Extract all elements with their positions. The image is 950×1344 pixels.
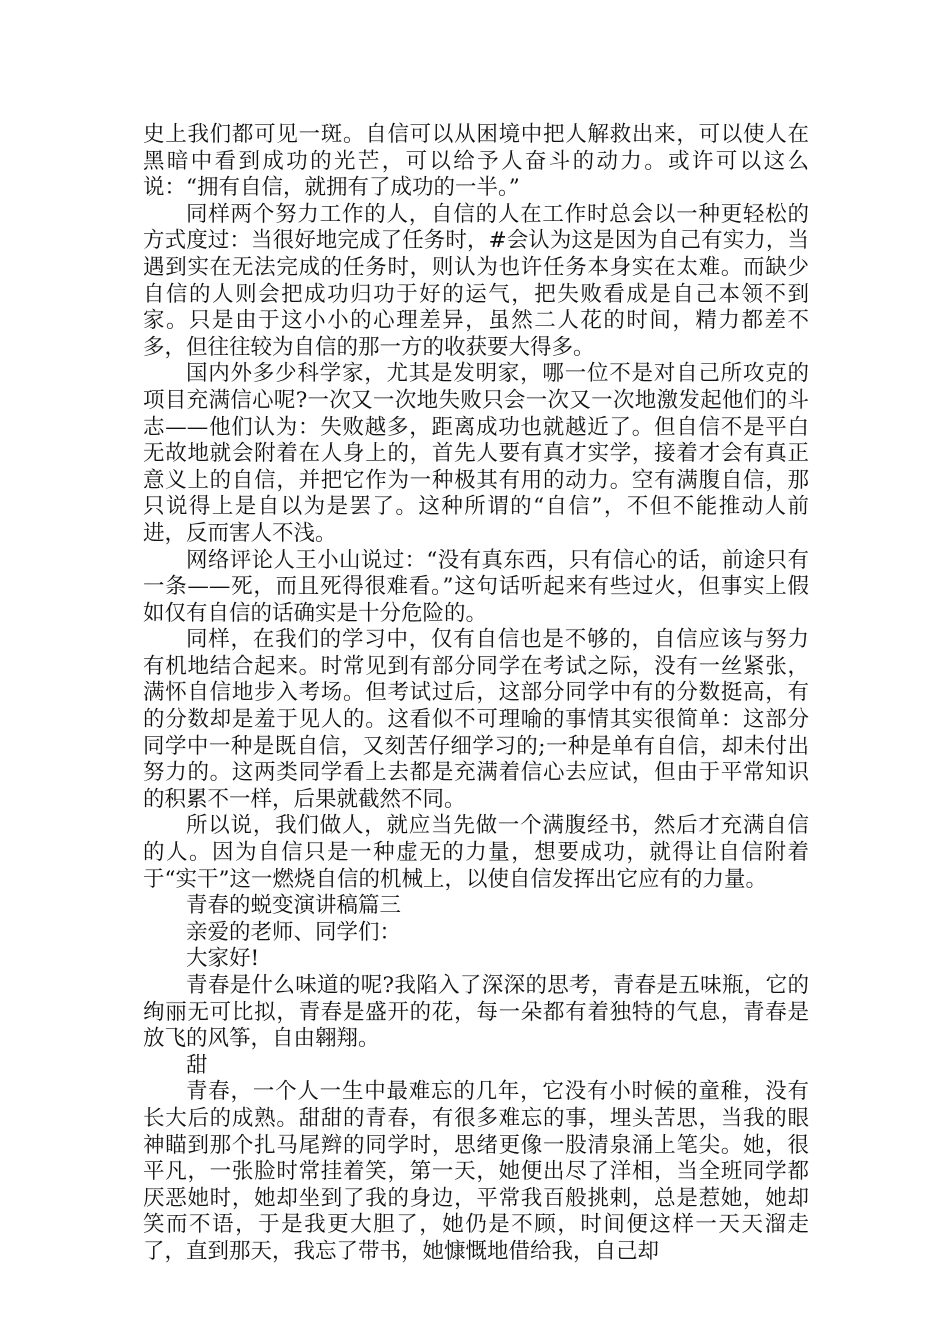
paragraph: 网络评论人王小山说过：“没有真东西，只有信心的话，前途只有一条——死，而且死得很难看。”这句话听起来有些过火，但事实上假如仅有自信的话确实是十分危险的。 [143, 547, 809, 626]
paragraph: 青春，一个人一生中最难忘的几年，它没有小时候的童稚，没有长大后的成熟。甜甜的青春，有很多难忘的事，埋头苦思，当我的眼神瞄到那个扎马尾辫的同学时，思绪更像一股清泉涌上笔尖。她，很平凡，一张脸时常挂着笑，第一天，她便出尽了洋相，当全班同学都厌恶她时，她却坐到了我的身边，平常我百般挑剌，总是惹她，她却笑而不语，于是我更大胆了，她仍是不顾，时间便这样一天天溜走了，直到那天，我忘了带书，她慷慨地借给我，自己却 [143, 1079, 809, 1264]
subsection-title: 甜 [186, 1052, 208, 1078]
greeting: 大家好! [186, 946, 260, 972]
section-title: 青春的蜕变演讲稿篇三 [186, 893, 402, 919]
paragraph: 同样，在我们的学习中，仅有自信也是不够的，自信应该与努力有机地结合起来。时常见到有部分同学在考试之际，没有一丝紧张，满怀自信地步入考场。但考试过后，这部分同学中有的分数挺高，有的分数却是羞于见人的。这看似不可理喻的事情其实很简单：这部分同学中一种是既自信，又刻苦仔细学习的;一种是单有自信，却未付出努力的。这两类同学看上去都是充满着信心去应试，但由于平常知识的积累不一样，后果就截然不同。 [143, 627, 809, 812]
document-body [143, 122, 809, 1266]
paragraph: 青春是什么味道的呢?我陷入了深深的思考，青春是五味瓶，它的绚丽无可比拟，青春是盛开的花，每一朵都有着独特的气息，青春是放飞的风筝，自由翱翔。 [143, 973, 809, 1052]
paragraph: 国内外多少科学家，尤其是发明家，哪一位不是对自己所攻克的项目充满信心呢?一次又一次地失败只会一次又一次地激发起他们的斗志——他们认为：失败越多，距离成功也就越近了。但自信不是平白无故地就会附着在人身上的，首先人要有真才实学，接着才会有真正意义上的自信，并把它作为一种极其有用的动力。空有满腹自信，那只说得上是自以为是罢了。这种所谓的“自信”，不但不能推动人前进，反而害人不浅。 [143, 361, 809, 546]
paragraph: 所以说，我们做人，就应当先做一个满腹经书，然后才充满自信的人。因为自信只是一种虚无的力量，想要成功，就得让自信附着于“实干”这一燃烧自信的机械上，以使自信发挥出它应有的力量。 [143, 813, 809, 892]
paragraph: 史上我们都可见一斑。自信可以从困境中把人解救出来，可以使人在黑暗中看到成功的光芒，可以给予人奋斗的动力。或许可以这么说：“拥有自信，就拥有了成功的一半。” [143, 122, 809, 201]
paragraph: 同样两个努力工作的人，自信的人在工作时总会以一种更轻松的方式度过：当很好地完成了任务时，#会认为这是因为自己有实力，当遇到实在无法完成的任务时，则认为也许任务本身实在太难。而缺少自信的人则会把成功归功于好的运气，把失败看成是自己本领不到家。只是由于这小小的心理差异，虽然二人花的时间，精力都差不多，但往往较为自信的那一方的收获要大得多。 [143, 201, 809, 360]
salutation: 亲爱的老师、同学们： [186, 919, 402, 945]
